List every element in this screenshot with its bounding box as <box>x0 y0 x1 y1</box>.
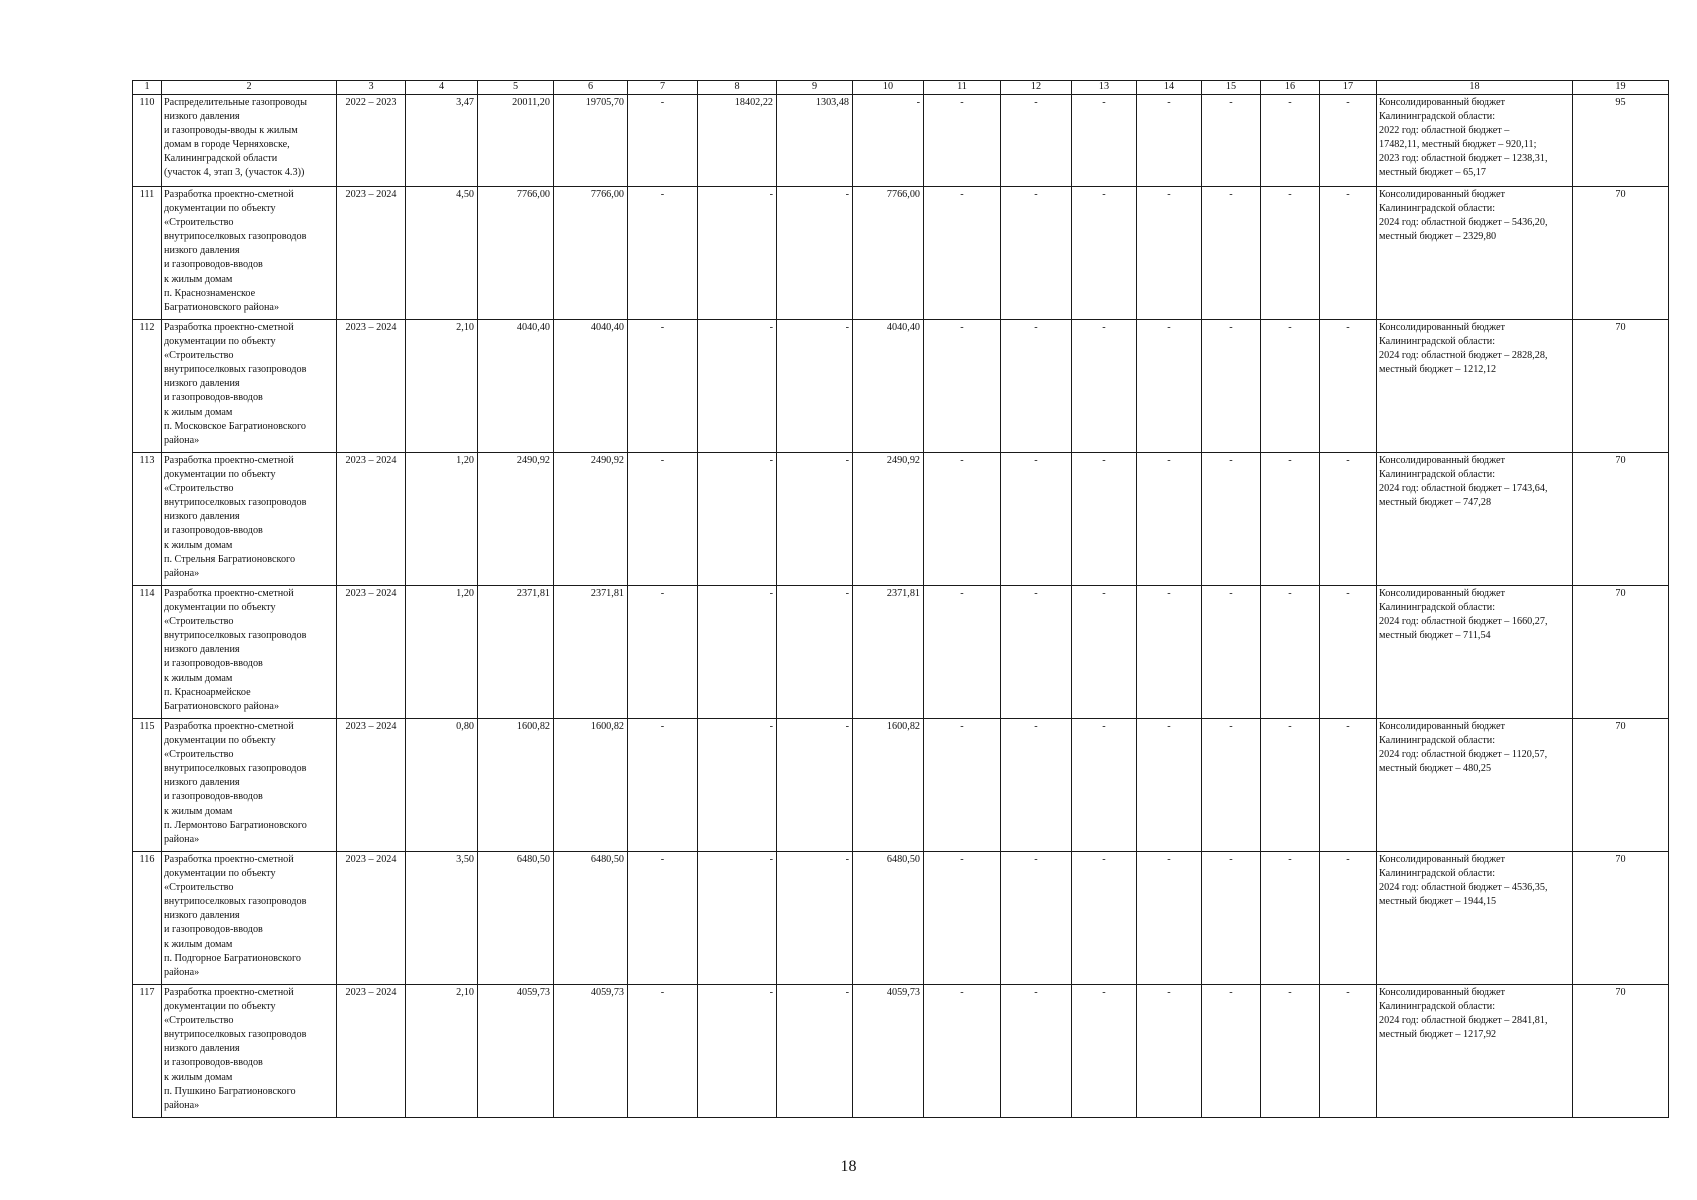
column-header: 15 <box>1202 81 1261 95</box>
value-cell: 70 <box>1573 320 1669 453</box>
column-header: 2 <box>162 81 337 95</box>
table-row <box>133 985 1669 1118</box>
value-cell: - <box>1320 95 1377 187</box>
value-cell: - <box>924 453 1001 586</box>
value-cell: 7766,00 <box>478 187 554 320</box>
value-cell: - <box>1137 453 1202 586</box>
column-header: 16 <box>1261 81 1320 95</box>
value-cell: 2490,92 <box>554 453 628 586</box>
value-cell: - <box>1261 586 1320 719</box>
value-cell: 70 <box>1573 985 1669 1118</box>
value-cell: 1600,82 <box>853 719 924 852</box>
value-cell: 4040,40 <box>853 320 924 453</box>
value-cell: - <box>628 719 698 852</box>
table-row <box>133 95 1669 187</box>
column-header: 9 <box>777 81 853 95</box>
value-cell: - <box>1202 852 1261 985</box>
value-cell: - <box>1072 985 1137 1118</box>
value-cell: - <box>1001 586 1072 719</box>
column-header: 6 <box>554 81 628 95</box>
value-cell: 1303,48 <box>777 95 853 187</box>
value-cell: - <box>1320 852 1377 985</box>
value-cell: - <box>1320 985 1377 1118</box>
value-cell: 18402,22 <box>698 95 777 187</box>
value-cell: - <box>1072 586 1137 719</box>
column-header: 19 <box>1573 81 1669 95</box>
value-cell: - <box>1001 985 1072 1118</box>
object-name: Разработка проектно-сметной документации по объекту «Строительство внутрипоселковых газопроводов низкого давления и газопроводов-вводов к жилым домам п. Краснознаменское Багратионовского района» <box>162 187 337 320</box>
value-cell: - <box>1001 719 1072 852</box>
value-cell: - <box>777 453 853 586</box>
value-cell: - <box>1320 719 1377 852</box>
value-cell: - <box>1001 320 1072 453</box>
value-cell: - <box>924 586 1001 719</box>
column-header: 8 <box>698 81 777 95</box>
period-cell: 2022 – 2023 <box>337 95 406 187</box>
column-header: 7 <box>628 81 698 95</box>
value-cell: - <box>1261 985 1320 1118</box>
value-cell: - <box>1202 985 1261 1118</box>
value-cell: 2371,81 <box>478 586 554 719</box>
value-cell: - <box>1072 187 1137 320</box>
value-cell: - <box>924 187 1001 320</box>
funding-source: Консолидированный бюджет Калининградской области: 2024 год: областной бюджет – 1120,57, местный бюджет – 480,25 <box>1377 719 1573 852</box>
column-header: 14 <box>1137 81 1202 95</box>
value-cell: 4,50 <box>406 187 478 320</box>
value-cell: - <box>1320 187 1377 320</box>
value-cell: - <box>1261 95 1320 187</box>
value-cell: - <box>1072 95 1137 187</box>
value-cell: - <box>924 320 1001 453</box>
value-cell: - <box>1137 187 1202 320</box>
value-cell: - <box>698 852 777 985</box>
value-cell: - <box>1137 852 1202 985</box>
column-header: 5 <box>478 81 554 95</box>
funding-source: Консолидированный бюджет Калининградской области: 2024 год: областной бюджет – 5436,20, местный бюджет – 2329,80 <box>1377 187 1573 320</box>
value-cell: 70 <box>1573 453 1669 586</box>
value-cell: 4059,73 <box>853 985 924 1118</box>
object-name: Разработка проектно-сметной документации по объекту «Строительство внутрипоселковых газопроводов низкого давления и газопроводов-вводов к жилым домам п. Стрельня Багратионовского района» <box>162 453 337 586</box>
value-cell: - <box>1202 95 1261 187</box>
object-name: Распределительные газопроводы низкого давления и газопроводы-вводы к жилым домам в городе Черняховске, Калининградской области (участок 4, этап 3, (участок 4.3)) <box>162 95 337 187</box>
value-cell: - <box>1261 852 1320 985</box>
value-cell: 2371,81 <box>853 586 924 719</box>
period-cell: 2023 – 2024 <box>337 985 406 1118</box>
value-cell: - <box>698 187 777 320</box>
value-cell: 70 <box>1573 187 1669 320</box>
value-cell: 6480,50 <box>478 852 554 985</box>
value-cell: 2,10 <box>406 320 478 453</box>
value-cell: 70 <box>1573 586 1669 719</box>
value-cell: - <box>924 852 1001 985</box>
period-cell: 2023 – 2024 <box>337 187 406 320</box>
value-cell: - <box>628 453 698 586</box>
value-cell: - <box>1261 453 1320 586</box>
table-row <box>133 187 1669 320</box>
value-cell: - <box>628 985 698 1118</box>
value-cell: 7766,00 <box>853 187 924 320</box>
column-header: 10 <box>853 81 924 95</box>
funding-source: Консолидированный бюджет Калининградской области: 2024 год: областной бюджет – 4536,35, местный бюджет – 1944,15 <box>1377 852 1573 985</box>
funding-source: Консолидированный бюджет Калининградской области: 2024 год: областной бюджет – 1743,64, местный бюджет – 747,28 <box>1377 453 1573 586</box>
row-number: 112 <box>133 320 162 453</box>
value-cell: - <box>628 187 698 320</box>
column-header: 3 <box>337 81 406 95</box>
column-header: 1 <box>133 81 162 95</box>
value-cell: - <box>1001 852 1072 985</box>
object-name: Разработка проектно-сметной документации по объекту «Строительство внутрипоселковых газопроводов низкого давления и газопроводов-вводов к жилым домам п. Красноармейское Багратионовского района» <box>162 586 337 719</box>
row-number: 114 <box>133 586 162 719</box>
object-name: Разработка проектно-сметной документации по объекту «Строительство внутрипоселковых газопроводов низкого давления и газопроводов-вводов к жилым домам п. Пушкино Багратионовского района» <box>162 985 337 1118</box>
value-cell: 20011,20 <box>478 95 554 187</box>
value-cell: - <box>853 95 924 187</box>
value-cell: - <box>777 719 853 852</box>
value-cell: - <box>1001 453 1072 586</box>
funding-source: Консолидированный бюджет Калининградской области: 2024 год: областной бюджет – 1660,27, местный бюджет – 711,54 <box>1377 586 1573 719</box>
funding-source: Консолидированный бюджет Калининградской области: 2024 год: областной бюджет – 2828,28, местный бюджет – 1212,12 <box>1377 320 1573 453</box>
value-cell: - <box>777 187 853 320</box>
value-cell: - <box>1202 320 1261 453</box>
value-cell: - <box>1072 852 1137 985</box>
value-cell: 4040,40 <box>554 320 628 453</box>
funding-source: Консолидированный бюджет Калининградской области: 2024 год: областной бюджет – 2841,81, местный бюджет – 1217,92 <box>1377 985 1573 1118</box>
value-cell: 70 <box>1573 719 1669 852</box>
row-number: 110 <box>133 95 162 187</box>
value-cell: - <box>1137 719 1202 852</box>
period-cell: 2023 – 2024 <box>337 586 406 719</box>
value-cell: 4040,40 <box>478 320 554 453</box>
value-cell: - <box>698 453 777 586</box>
value-cell: 95 <box>1573 95 1669 187</box>
period-cell: 2023 – 2024 <box>337 719 406 852</box>
table-row <box>133 453 1669 586</box>
period-cell: 2023 – 2024 <box>337 453 406 586</box>
value-cell: - <box>1320 586 1377 719</box>
value-cell: 3,47 <box>406 95 478 187</box>
table-body <box>133 81 1669 1118</box>
column-header: 4 <box>406 81 478 95</box>
object-name: Разработка проектно-сметной документации по объекту «Строительство внутрипоселковых газопроводов низкого давления и газопроводов-вводов к жилым домам п. Лермонтово Багратионовского района» <box>162 719 337 852</box>
value-cell: 1600,82 <box>554 719 628 852</box>
column-header: 13 <box>1072 81 1137 95</box>
value-cell: - <box>1202 453 1261 586</box>
value-cell: - <box>1072 719 1137 852</box>
value-cell: - <box>777 985 853 1118</box>
value-cell: - <box>1137 320 1202 453</box>
value-cell: 7766,00 <box>554 187 628 320</box>
value-cell: 70 <box>1573 852 1669 985</box>
column-header: 11 <box>924 81 1001 95</box>
table-row <box>133 586 1669 719</box>
value-cell: - <box>628 320 698 453</box>
value-cell: - <box>924 985 1001 1118</box>
column-header: 18 <box>1377 81 1573 95</box>
value-cell: - <box>1202 586 1261 719</box>
value-cell: - <box>1320 453 1377 586</box>
value-cell: 2490,92 <box>853 453 924 586</box>
value-cell: 1600,82 <box>478 719 554 852</box>
value-cell: 19705,70 <box>554 95 628 187</box>
row-number: 115 <box>133 719 162 852</box>
value-cell: - <box>1137 985 1202 1118</box>
column-header: 17 <box>1320 81 1377 95</box>
column-header: 12 <box>1001 81 1072 95</box>
value-cell: - <box>698 719 777 852</box>
table-row <box>133 852 1669 985</box>
value-cell: - <box>1261 719 1320 852</box>
row-number: 111 <box>133 187 162 320</box>
value-cell: - <box>1001 95 1072 187</box>
value-cell: 4059,73 <box>554 985 628 1118</box>
table-row <box>133 320 1669 453</box>
value-cell: 1,20 <box>406 586 478 719</box>
value-cell: - <box>924 719 1001 852</box>
value-cell: - <box>777 586 853 719</box>
funding-source: Консолидированный бюджет Калининградской области: 2022 год: областной бюджет – 17482,11, местный бюджет – 920,11; 2023 год: областной бюджет – 1238,31, местный бюджет – 65,17 <box>1377 95 1573 187</box>
value-cell: - <box>1261 187 1320 320</box>
table-header-row <box>133 81 1669 95</box>
budget-table <box>132 80 1669 1118</box>
value-cell: - <box>698 985 777 1118</box>
object-name: Разработка проектно-сметной документации по объекту «Строительство внутрипоселковых газопроводов низкого давления и газопроводов-вводов к жилым домам п. Подгорное Багратионовского района» <box>162 852 337 985</box>
value-cell: 6480,50 <box>853 852 924 985</box>
value-cell: 0,80 <box>406 719 478 852</box>
value-cell: 4059,73 <box>478 985 554 1118</box>
value-cell: 2490,92 <box>478 453 554 586</box>
period-cell: 2023 – 2024 <box>337 852 406 985</box>
row-number: 116 <box>133 852 162 985</box>
value-cell: 2371,81 <box>554 586 628 719</box>
value-cell: - <box>628 95 698 187</box>
table-row <box>133 719 1669 852</box>
row-number: 117 <box>133 985 162 1118</box>
value-cell: - <box>628 586 698 719</box>
value-cell: - <box>1001 187 1072 320</box>
value-cell: - <box>1261 320 1320 453</box>
value-cell: - <box>698 320 777 453</box>
value-cell: - <box>1137 95 1202 187</box>
row-number: 113 <box>133 453 162 586</box>
value-cell: - <box>777 852 853 985</box>
value-cell: - <box>777 320 853 453</box>
value-cell: - <box>1072 453 1137 586</box>
object-name: Разработка проектно-сметной документации по объекту «Строительство внутрипоселковых газопроводов низкого давления и газопроводов-вводов к жилым домам п. Московское Багратионовского района» <box>162 320 337 453</box>
value-cell: - <box>1320 320 1377 453</box>
value-cell: - <box>924 95 1001 187</box>
period-cell: 2023 – 2024 <box>337 320 406 453</box>
value-cell: 6480,50 <box>554 852 628 985</box>
value-cell: 1,20 <box>406 453 478 586</box>
value-cell: 3,50 <box>406 852 478 985</box>
value-cell: - <box>1072 320 1137 453</box>
value-cell: 2,10 <box>406 985 478 1118</box>
value-cell: - <box>1202 187 1261 320</box>
page-number: 18 <box>840 1158 857 1175</box>
value-cell: - <box>628 852 698 985</box>
value-cell: - <box>1202 719 1261 852</box>
value-cell: - <box>1137 586 1202 719</box>
value-cell: - <box>698 586 777 719</box>
